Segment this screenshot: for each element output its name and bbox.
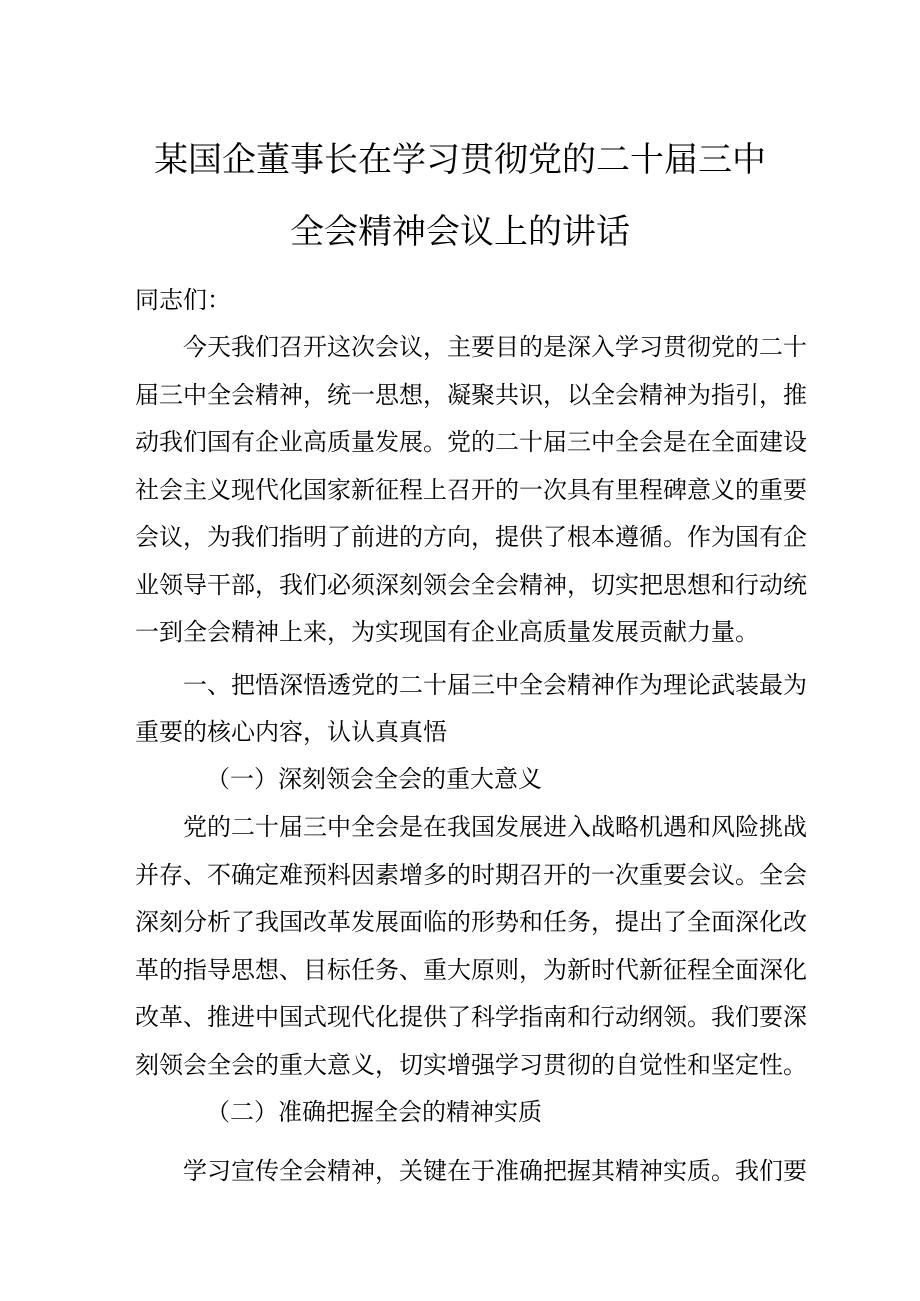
document-title-line-2: 全会精神会议上的讲话 (290, 212, 630, 252)
paragraph-line: 今天我们召开这次会议，主要目的是深入学习贯彻党的二十 (183, 333, 807, 361)
subsection-heading: （二）准确把握全会的精神实质 (206, 1098, 542, 1126)
paragraph-line: 动我们国有企业高质量发展。党的二十届三中全会是在全面建设 (135, 428, 807, 456)
paragraph-line: 革的指导思想、目标任务、重大原则，为新时代新征程全面深化 (135, 956, 807, 984)
section-heading-line: 一、把悟深悟透党的二十届三中全会精神作为理论武装最为 (183, 671, 807, 699)
paragraph-line: 会议，为我们指明了前进的方向，提供了根本遵循。作为国有企 (135, 523, 807, 551)
salutation: 同志们： (135, 286, 231, 314)
paragraph-line: 深刻分析了我国改革发展面临的形势和任务，提出了全面深化改 (135, 908, 807, 936)
paragraph-line: 并存、不确定难预料因素增多的时期召开的一次重要会议。全会 (135, 861, 807, 889)
paragraph-line: 一到全会精神上来，为实现国有企业高质量发展贡献力量。 (135, 618, 759, 646)
paragraph-line: 改革、推进中国式现代化提供了科学指南和行动纲领。我们要深 (135, 1003, 807, 1031)
paragraph-line: 党的二十届三中全会是在我国发展进入战略机遇和风险挑战 (183, 813, 807, 841)
document-title-line-1: 某国企董事长在学习贯彻党的二十届三中 (154, 140, 766, 180)
paragraph-line: 业领导干部，我们必须深刻领会全会精神，切实把思想和行动统 (135, 571, 807, 599)
section-heading-line: 重要的核心内容，认认真真悟 (135, 718, 447, 746)
subsection-heading: （一）深刻领会全会的重大意义 (206, 765, 542, 793)
paragraph-line: 学习宣传全会精神，关键在于准确把握其精神实质。我们要 (183, 1157, 807, 1185)
paragraph-line: 届三中全会精神，统一思想，凝聚共识，以全会精神为指引，推 (135, 381, 807, 409)
paragraph-line: 社会主义现代化国家新征程上召开的一次具有里程碑意义的重要 (135, 476, 807, 504)
paragraph-line: 刻领会全会的重大意义，切实增强学习贯彻的自觉性和坚定性。 (135, 1051, 807, 1079)
